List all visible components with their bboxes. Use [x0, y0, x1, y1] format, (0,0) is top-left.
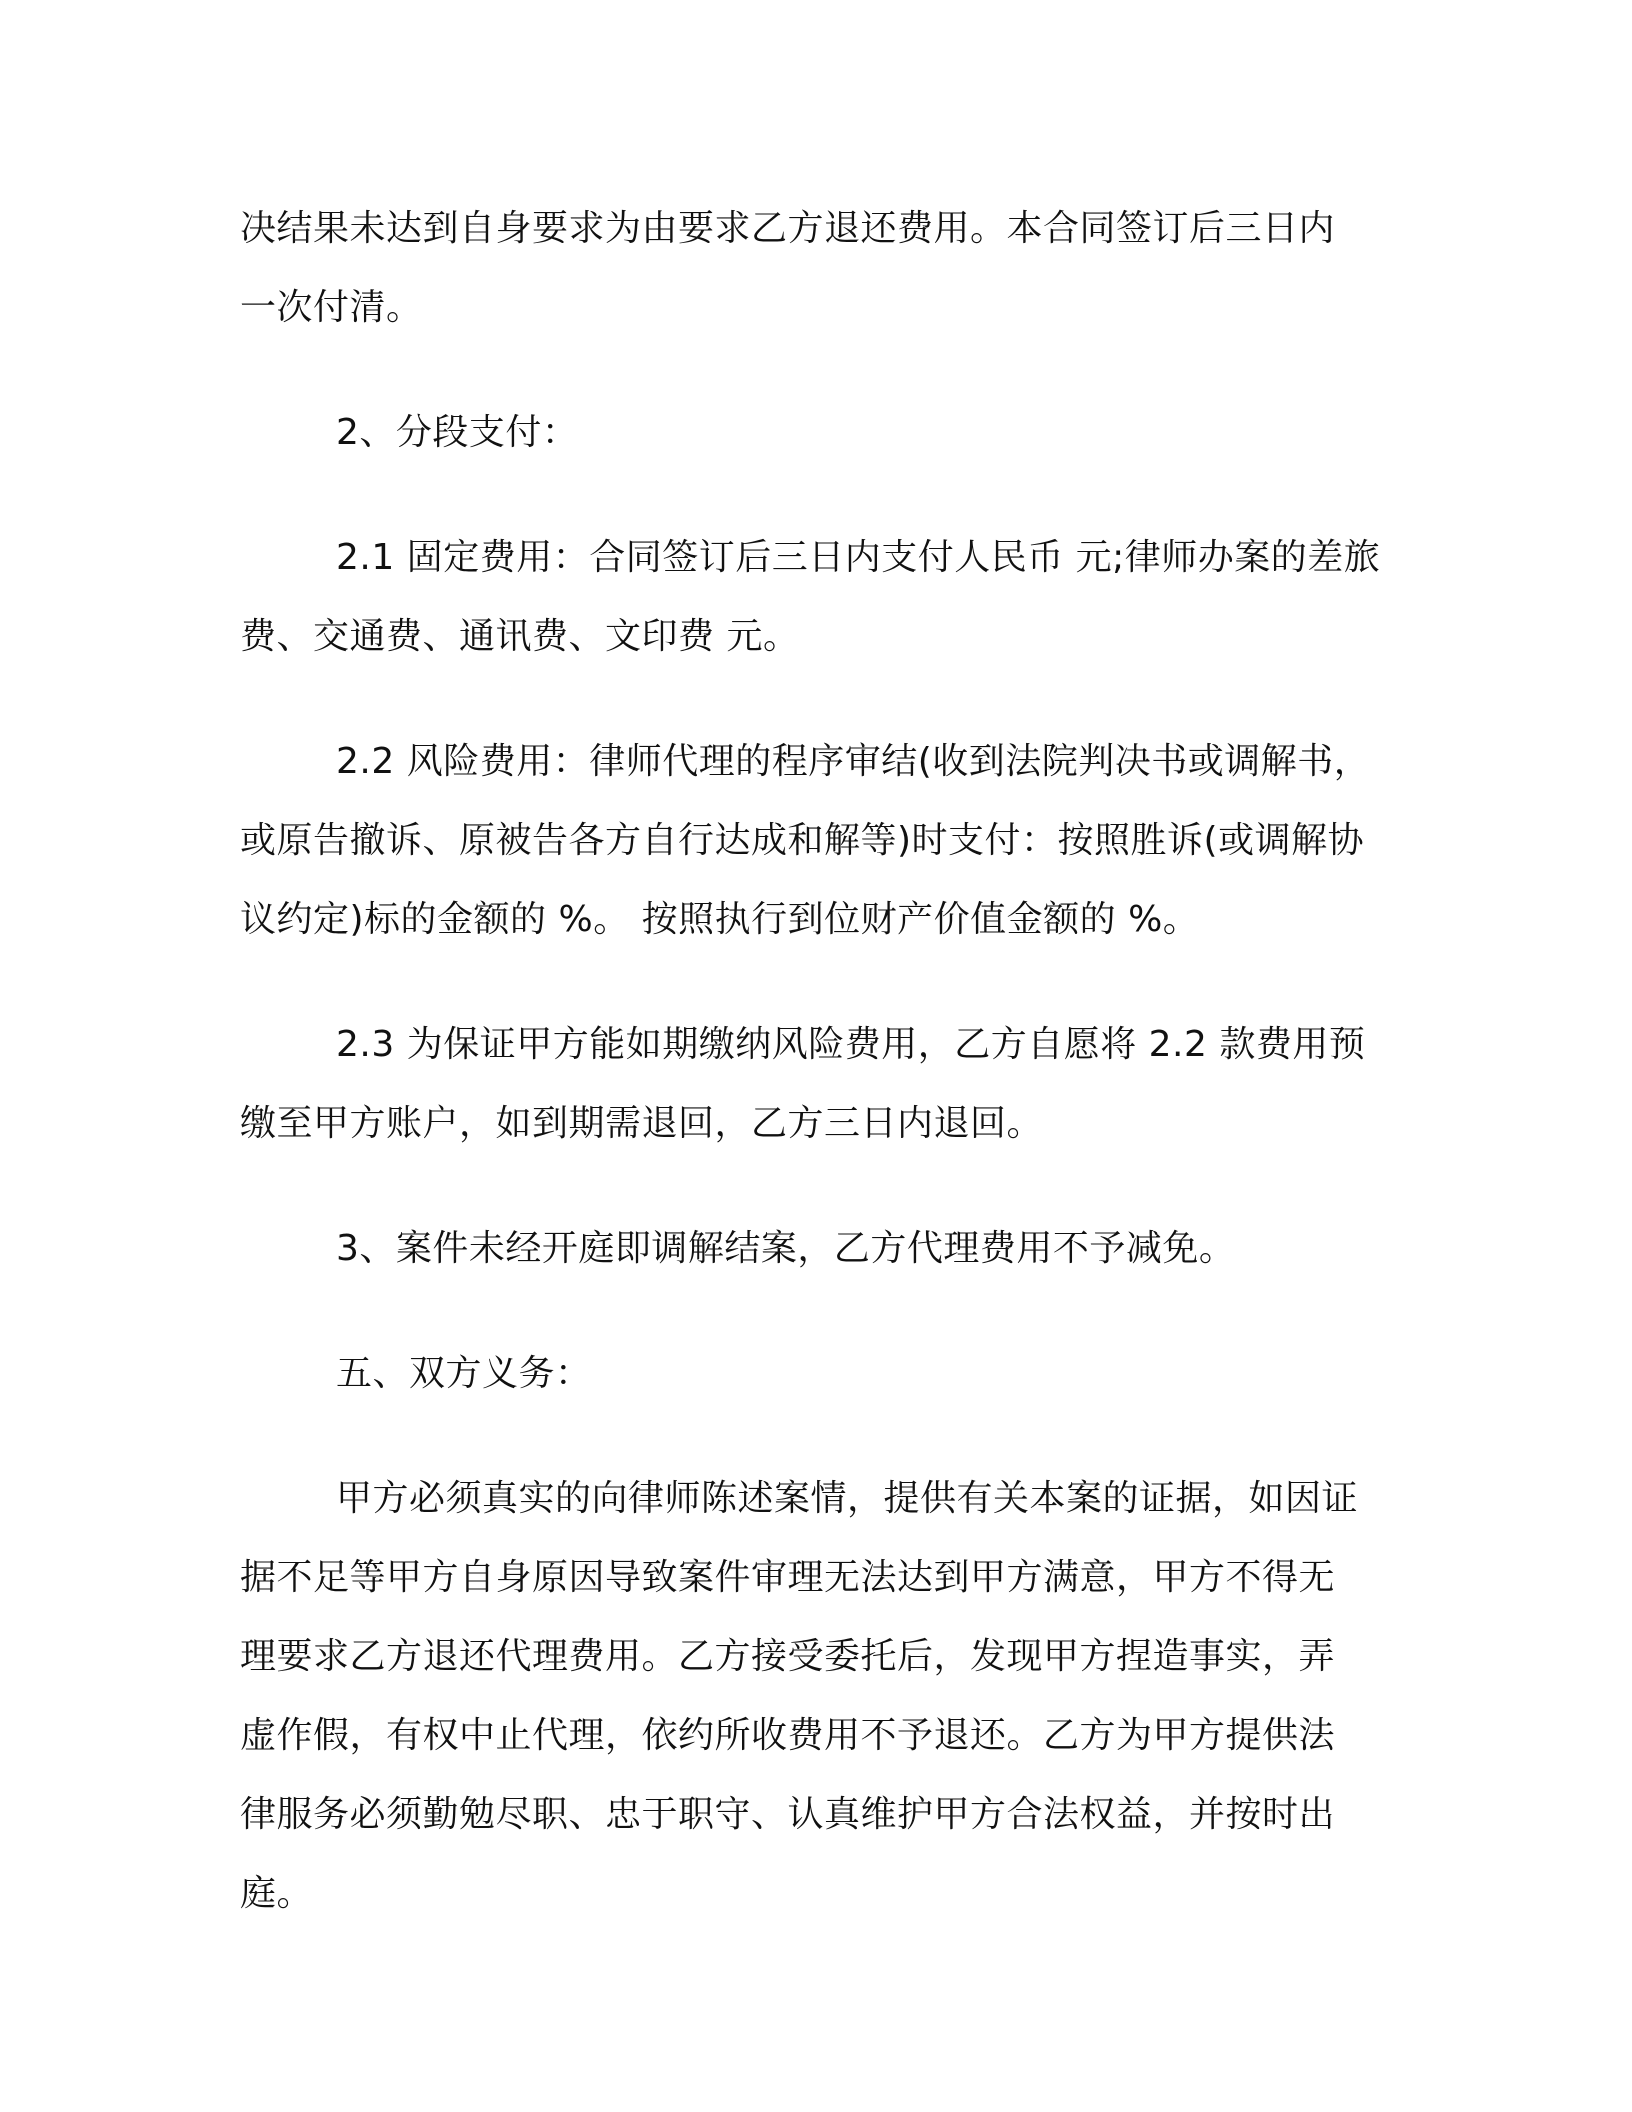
text-line: 3、案件未经开庭即调解结案，乙方代理费用不予减免。 — [336, 1228, 1236, 1269]
paragraph-no-reduction — [240, 1209, 1400, 1288]
paragraph-obligations — [240, 1459, 1400, 1933]
text-line: 2、分段支付： — [336, 412, 579, 453]
paragraph-prepayment — [240, 1005, 1400, 1163]
text-line: 议约定)标的金额的 %。 按照执行到位财产价值金额的 %。 — [240, 899, 1200, 940]
paragraph-heading-installment — [240, 393, 1400, 472]
text-line: 2.3 为保证甲方能如期缴纳风险费用，乙方自愿将 2.2 款费用预 — [336, 1024, 1366, 1065]
text-line: 2.2 风险费用：律师代理的程序审结(收到法院判决书或调解书， — [336, 741, 1371, 782]
text-line: 虚作假，有权中止代理，依约所收费用不予退还。乙方为甲方提供法 — [240, 1715, 1336, 1756]
text-line: 一次付清。 — [240, 287, 423, 328]
text-line: 费、交通费、通讯费、文印费 元。 — [240, 616, 800, 657]
text-line: 缴至甲方账户，如到期需退回，乙方三日内退回。 — [240, 1103, 1044, 1144]
text-line: 甲方必须真实的向律师陈述案情，提供有关本案的证据，如因证 — [336, 1478, 1359, 1519]
text-line: 理要求乙方退还代理费用。乙方接受委托后，发现甲方捏造事实，弄 — [240, 1636, 1336, 1677]
text-line: 或原告撤诉、原被告各方自行达成和解等)时支付：按照胜诉(或调解协 — [240, 820, 1365, 861]
text-line: 律服务必须勤勉尽职、忠于职守、认真维护甲方合法权益，并按时出 — [240, 1794, 1336, 1835]
paragraph-heading-obligations — [240, 1334, 1400, 1413]
paragraph-risk-fee — [240, 722, 1400, 959]
text-line: 庭。 — [240, 1873, 314, 1914]
text-line: 2.1 固定费用：合同签订后三日内支付人民币 元;律师办案的差旅 — [336, 537, 1381, 578]
text-line: 决结果未达到自身要求为由要求乙方退还费用。本合同签订后三日内 — [240, 208, 1336, 249]
paragraph-fixed-fee — [240, 518, 1400, 676]
text-line: 据不足等甲方自身原因导致案件审理无法达到甲方满意，甲方不得无 — [240, 1557, 1336, 1598]
document-body — [240, 189, 1400, 1979]
text-line: 五、双方义务： — [336, 1353, 592, 1394]
paragraph-payment-once — [240, 189, 1400, 347]
